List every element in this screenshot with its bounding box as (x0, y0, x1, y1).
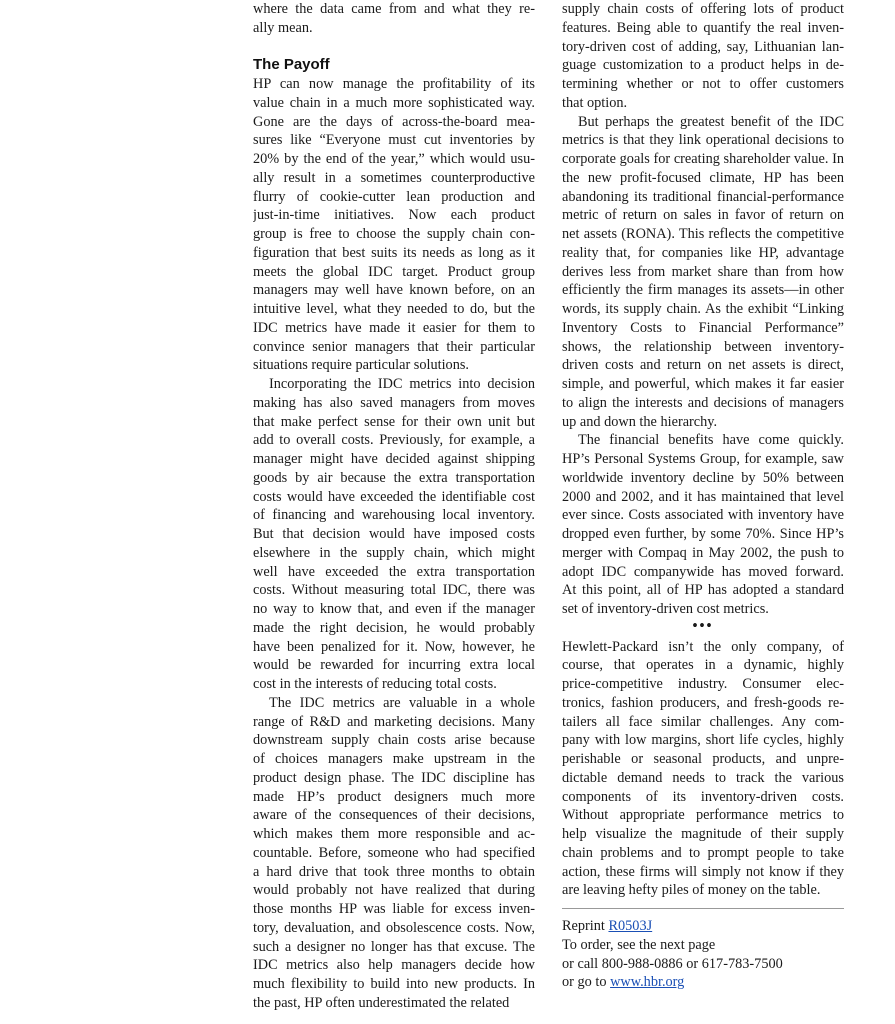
text-line: product design phase. The IDC discipline has (253, 769, 535, 786)
left-column (253, 0, 535, 1013)
text-line: ally result in a sometimes counterproductive (253, 169, 535, 186)
paragraph (562, 113, 844, 432)
text-line: the new profit-focused climate, HP has been (562, 169, 844, 186)
text-line: much flexibility to build into new products. In (253, 976, 535, 992)
text-line: would probably not have realized that during (253, 882, 535, 899)
text-line: simple, and powerful, which makes it far easier (562, 376, 844, 392)
text-line: Hewlett-Packard isn’t the only company, of (562, 638, 844, 655)
paragraph (253, 75, 535, 375)
text-line: sures like “Everyone must cut inventories by (253, 132, 535, 149)
section-heading: The Payoff (253, 56, 330, 74)
text-line: just-in-time initiatives. Now each product (253, 207, 535, 224)
text-line: such a designer no longer has that excuse. The (253, 938, 535, 955)
text-line: have been penalized for it. Now, however, he (253, 638, 535, 655)
text-line: of financing and warehousing local inventory. (253, 507, 535, 524)
reprint-footer (562, 917, 844, 992)
text-line: net assets (RONA). This reflects the competitive (562, 226, 844, 242)
section-separator: ••• (692, 617, 714, 634)
text-line: goods by air because the extra transportation (253, 469, 535, 486)
text-line: managers may well have known before, on an (253, 282, 535, 299)
text-line: convince senior managers that their particular (253, 338, 535, 355)
text-line: dictable demand needs to track the various (562, 769, 844, 786)
text-line: aware of the consequences of their decisions, (253, 807, 535, 824)
text-line: ally mean. (253, 19, 313, 36)
text-line: dropped even further, by some 70%. Since HP’s (562, 526, 844, 542)
text-line: efficiently the firm manages its assets—in other (562, 282, 844, 299)
text-line: made HP’s product designers much more (253, 788, 535, 805)
text-line: features. Being able to quantify the real inven- (562, 19, 844, 36)
text-line: would be rewarded for incurring extra local (253, 657, 535, 674)
text-line: 2000 and 2002, and it has maintained that level (562, 488, 844, 505)
text-line: termining whether or not to offer customers (562, 76, 844, 92)
text-line: IDC metrics have made it easier for them to (253, 319, 535, 336)
text-line: downstream supply chain costs arise because (253, 732, 535, 749)
text-line: But that decision would have imposed costs (253, 526, 535, 542)
text-line: are leaving hefty piles of money on the table. (562, 882, 821, 899)
text-line: course, that operates in a dynamic, highly (562, 657, 844, 674)
text-line: price-competitive industry. Consumer elec- (562, 676, 844, 692)
text-line: HP’s Personal Systems Group, for example, saw (562, 451, 844, 467)
text-line: value chain in a much more sophisticated way. (253, 94, 535, 111)
text-line: meets the global IDC target. Product group (253, 263, 535, 280)
order-line: To order, see the next page (562, 936, 716, 953)
spacer (253, 38, 535, 57)
text-line: help visualize the magnitude of their supply (562, 826, 844, 842)
text-line: which makes them more responsible and ac- (253, 826, 535, 842)
text-line: that option. (562, 94, 628, 111)
text-line: situations require particular solutions. (253, 357, 469, 374)
text-line: chain problems and to prompt people to take (562, 844, 844, 861)
text-line: set of inventory-driven cost metrics. (562, 601, 769, 617)
right-column (562, 0, 844, 992)
text-line: metrics is that they link operational decisions to (562, 132, 844, 149)
text-line: Inventory Costs to Financial Performance” (562, 319, 844, 336)
right-body (562, 0, 844, 619)
text-line: figuration that best suits its needs as long as it (253, 244, 535, 261)
text-line: Incorporating the IDC metrics into decision (269, 376, 535, 392)
text-line: add to overall costs. Previously, for example, a (253, 432, 535, 449)
text-line: that make perfect sense for their own unit but (253, 413, 535, 430)
text-line: cost in the interests of reducing total costs. (253, 676, 497, 692)
text-line: Gone are the days of across-the-board mea- (253, 113, 535, 130)
paragraph (253, 694, 535, 1013)
goto-label: or go to (562, 974, 607, 991)
text-line: the past, HP often underestimated the related (253, 994, 510, 1011)
text-line: no way to know that, and even if the manager (253, 601, 535, 617)
text-line: made the right decision, he would probably (253, 619, 535, 636)
text-line: HP can now manage the profitability of its (253, 76, 535, 92)
text-line: of choices managers make upstream in the (253, 751, 535, 767)
closing-paragraph (562, 638, 844, 901)
text-line: range of R&D and marketing decisions. Many (253, 713, 535, 730)
text-line: well have exceeded the extra transportation (253, 563, 535, 580)
text-line: making has also saved managers from moves (253, 394, 535, 411)
text-line: flurry of cookie-cutter lean production and (253, 188, 535, 205)
text-line: group is free to choose the supply chain con- (253, 226, 535, 242)
paragraph (562, 0, 844, 113)
text-line: The IDC metrics are valuable in a whole (269, 694, 535, 711)
text-line: manager might have decided against shipping (253, 451, 535, 467)
left-body (253, 75, 535, 1013)
text-line: 20% by the end of the year,” which would usu- (253, 151, 535, 167)
call-line: or call 800-988-0886 or 617-783-7500 (562, 955, 783, 972)
text-line: tronics, fashion producers, and fresh-goods re- (562, 694, 844, 711)
text-line: countable. Before, someone who had specified (253, 844, 535, 861)
text-line: to align the interests and decisions of managers (562, 394, 844, 411)
text-line: reality that, for companies like HP, advantage (562, 244, 844, 261)
paragraph (562, 431, 844, 619)
footer-divider (562, 908, 844, 909)
website-link[interactable]: www.hbr.org (610, 974, 685, 991)
text-line: action, these firms will simply not know if they (562, 863, 844, 880)
text-line: those months HP was liable for excess inven- (253, 901, 535, 917)
text-line: IDC metrics also help managers decide how (253, 957, 535, 974)
text-line: tory, devaluation, and obsolescence costs. Now, (253, 919, 535, 936)
text-line: driven costs and return on net assets is direct, (562, 357, 844, 374)
text-line: shows, the relationship between inventory- (562, 338, 844, 355)
reprint-link[interactable]: R0503J (608, 918, 653, 934)
text-line: perishable or seasonal products, and unpre- (562, 751, 844, 767)
text-line: costs would have exceeded the identifiable cost (253, 488, 535, 505)
text-line: But perhaps the greatest benefit of the IDC (578, 113, 844, 130)
text-line: tailers all face similar challenges. Any com- (562, 713, 844, 730)
text-line: components of its inventory-driven costs. (562, 788, 844, 805)
text-line: derives less from market share than from how (562, 263, 844, 280)
text-line: supply chain costs of offering lots of product (562, 1, 844, 17)
text-line: ever since. Costs associated with inventory have (562, 507, 844, 524)
text-line: metric of return on sales in favor of return on (562, 207, 844, 224)
reprint-label: Reprint (562, 918, 605, 934)
text-line: pany with low margins, short life cycles, highly (562, 732, 844, 749)
text-line: where the data came from and what they re- (253, 1, 535, 17)
text-line: intuitive level, what they needed to do, but the (253, 301, 535, 317)
text-line: a hard drive that took three months to obtain (253, 863, 535, 880)
text-line: tory-driven cost of adding, say, Lithuanian lan- (562, 38, 844, 55)
text-line: adopt IDC companywide has moved forward. (562, 563, 844, 580)
intro-text (253, 0, 535, 38)
text-line: costs. Without measuring total IDC, there was (253, 582, 535, 599)
text-line: elsewhere in the supply chain, which might (253, 544, 535, 561)
text-line: Without appropriate performance metrics to (562, 807, 844, 824)
text-line: abandoning its traditional financial-performance (562, 188, 844, 205)
text-line: merger with Compaq in May 2002, the push to (562, 544, 844, 561)
text-line: worldwide inventory decline by 50% between (562, 469, 844, 486)
text-line: words, its supply chain. As the exhibit “Linking (562, 301, 844, 317)
text-line: guage customization to a product helps in de- (562, 57, 844, 74)
paragraph (253, 375, 535, 694)
text-line: up and down the hierarchy. (562, 413, 718, 430)
text-line: The financial benefits have come quickly. (578, 432, 844, 449)
text-line: corporate goals for creating shareholder value. In (562, 151, 844, 167)
text-line: At this point, all of HP has adopted a standard (562, 582, 844, 599)
